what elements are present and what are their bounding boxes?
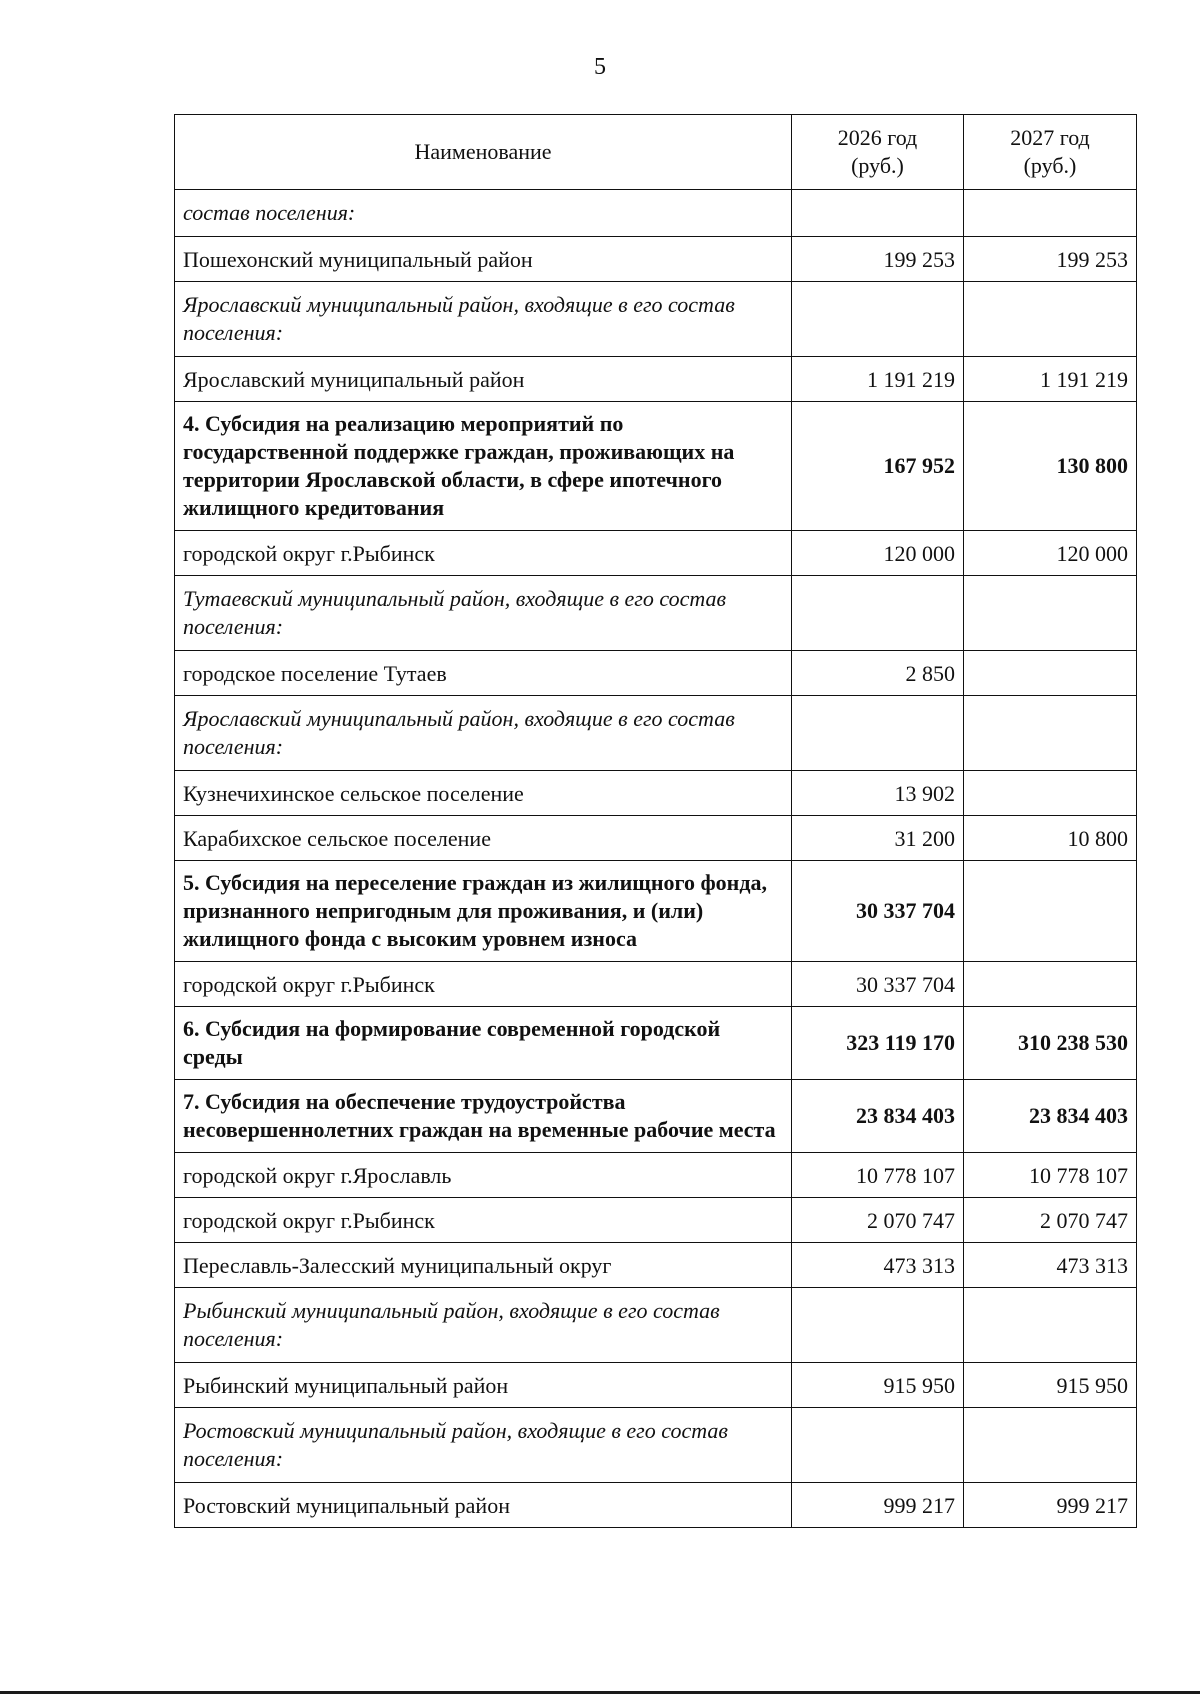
value-2027: 2 070 747 [964, 1198, 1137, 1243]
row-name: городской округ г.Рыбинск [175, 962, 792, 1007]
table-row [175, 771, 1137, 816]
row-name: Тутаевский муниципальный район, входящие в его состав поселения: [175, 576, 792, 651]
value-2027 [964, 771, 1137, 816]
header-year-2027 [964, 115, 1137, 190]
value-2026 [792, 696, 964, 771]
row-name: Рыбинский муниципальный район, входящие в его состав поселения: [175, 1288, 792, 1363]
table-header-row [175, 115, 1137, 190]
value-2027 [964, 282, 1137, 357]
value-2027: 120 000 [964, 531, 1137, 576]
header-year-2027-label: 2027 год [1010, 125, 1090, 150]
page-bottom-edge [0, 1691, 1200, 1694]
section-row [175, 861, 1137, 962]
value-2026 [792, 576, 964, 651]
row-name: 7. Субсидия на обеспечение трудоустройства несовершеннолетних граждан на временные рабочие места [175, 1080, 792, 1153]
value-2026: 23 834 403 [792, 1080, 964, 1153]
value-2026 [792, 190, 964, 237]
header-year-2026 [792, 115, 964, 190]
value-2027 [964, 190, 1137, 237]
value-2027: 1 191 219 [964, 357, 1137, 402]
value-2026: 473 313 [792, 1243, 964, 1288]
value-2026: 167 952 [792, 402, 964, 531]
value-2027 [964, 696, 1137, 771]
value-2026: 999 217 [792, 1483, 964, 1528]
table-row [175, 1198, 1137, 1243]
table-row [175, 237, 1137, 282]
row-name: 6. Субсидия на формирование современной городской среды [175, 1007, 792, 1080]
header-year-2026-unit: (руб.) [851, 153, 904, 178]
value-2027 [964, 962, 1137, 1007]
value-2027: 999 217 [964, 1483, 1137, 1528]
value-2027: 310 238 530 [964, 1007, 1137, 1080]
table-row [175, 1363, 1137, 1408]
value-2027 [964, 576, 1137, 651]
value-2027: 473 313 [964, 1243, 1137, 1288]
table-row [175, 816, 1137, 861]
value-2026: 323 119 170 [792, 1007, 964, 1080]
region-header-row [175, 576, 1137, 651]
row-name: 5. Субсидия на переселение граждан из жилищного фонда, признанного непригодным для проживания, и (или) жилищного фонда с высоким уровнем износа [175, 861, 792, 962]
value-2026: 199 253 [792, 237, 964, 282]
value-2026: 915 950 [792, 1363, 964, 1408]
value-2027: 23 834 403 [964, 1080, 1137, 1153]
value-2027: 10 778 107 [964, 1153, 1137, 1198]
section-row [175, 1080, 1137, 1153]
row-name: Переславль-Залесский муниципальный округ [175, 1243, 792, 1288]
value-2027: 199 253 [964, 237, 1137, 282]
row-name: 4. Субсидия на реализацию мероприятий по государственной поддержке граждан, проживающих на территории Ярославской области, в сфере ипотечного жилищного кредитования [175, 402, 792, 531]
section-row [175, 402, 1137, 531]
row-name: Ростовский муниципальный район [175, 1483, 792, 1528]
value-2027: 130 800 [964, 402, 1137, 531]
table-body [175, 190, 1137, 1528]
row-name: городской округ г.Ярославль [175, 1153, 792, 1198]
value-2026 [792, 282, 964, 357]
row-name: городской округ г.Рыбинск [175, 531, 792, 576]
value-2026 [792, 1288, 964, 1363]
region-header-row [175, 282, 1137, 357]
value-2026 [792, 1408, 964, 1483]
region-header-row [175, 1408, 1137, 1483]
value-2027 [964, 651, 1137, 696]
region-header-row [175, 696, 1137, 771]
value-2026: 10 778 107 [792, 1153, 964, 1198]
row-name: Пошехонский муниципальный район [175, 237, 792, 282]
value-2027 [964, 861, 1137, 962]
value-2026: 31 200 [792, 816, 964, 861]
region-header-row [175, 190, 1137, 237]
value-2026: 30 337 704 [792, 861, 964, 962]
value-2027: 10 800 [964, 816, 1137, 861]
value-2027: 915 950 [964, 1363, 1137, 1408]
row-name: Ярославский муниципальный район, входящие в его состав поселения: [175, 696, 792, 771]
value-2027 [964, 1288, 1137, 1363]
header-year-2026-label: 2026 год [837, 125, 918, 150]
table-row [175, 1483, 1137, 1528]
header-name: Наименование [175, 115, 792, 190]
table-row [175, 1243, 1137, 1288]
row-name: Рыбинский муниципальный район [175, 1363, 792, 1408]
table-row [175, 357, 1137, 402]
row-name: состав поселения: [175, 190, 792, 237]
value-2026: 120 000 [792, 531, 964, 576]
value-2026: 1 191 219 [792, 357, 964, 402]
section-row [175, 1007, 1137, 1080]
value-2026: 13 902 [792, 771, 964, 816]
header-year-2027-unit: (руб.) [1023, 153, 1077, 178]
region-header-row [175, 1288, 1137, 1363]
row-name: Ростовский муниципальный район, входящие в его состав поселения: [175, 1408, 792, 1483]
value-2027 [964, 1408, 1137, 1483]
value-2026: 2 070 747 [792, 1198, 964, 1243]
value-2026: 2 850 [792, 651, 964, 696]
subsidy-table [174, 114, 1137, 1528]
table-row [175, 962, 1137, 1007]
row-name: Ярославский муниципальный район [175, 357, 792, 402]
row-name: Кузнечихинское сельское поселение [175, 771, 792, 816]
value-2026: 30 337 704 [792, 962, 964, 1007]
row-name: Карабихское сельское поселение [175, 816, 792, 861]
row-name: городское поселение Тутаев [175, 651, 792, 696]
table-row [175, 1153, 1137, 1198]
table-row [175, 651, 1137, 696]
page-number: 5 [594, 54, 606, 80]
table-row [175, 531, 1137, 576]
row-name: городской округ г.Рыбинск [175, 1198, 792, 1243]
row-name: Ярославский муниципальный район, входящие в его состав поселения: [175, 282, 792, 357]
